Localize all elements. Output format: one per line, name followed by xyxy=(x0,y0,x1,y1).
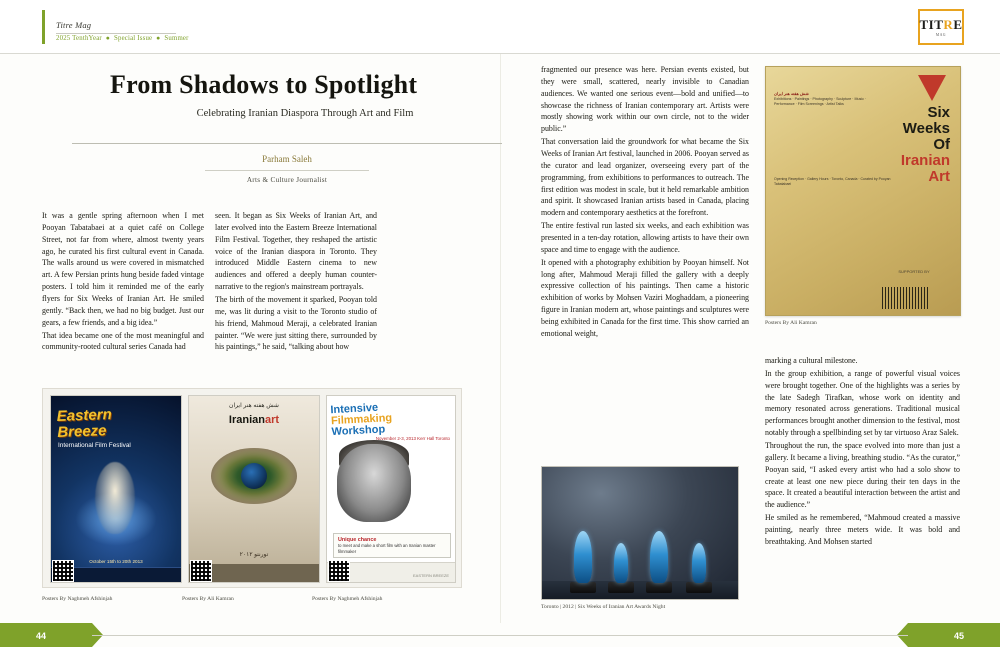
poster-filmmaking-workshop xyxy=(326,395,456,583)
body-column-3 xyxy=(541,64,749,341)
sw-line1: Six xyxy=(927,104,950,121)
paragraph: He smiled as he remembered, “Mahmoud created a massive painting, nearly three meters wide. It was bold and breathtaking. And Mohsen started xyxy=(765,513,960,546)
paragraph: Throughout the run, the space evolved into more than just a gallery. It became a living, breathing studio. “As the curator,” Pooyan said, “I asked every artist who had a solo show to create at least one new piece during their ten days in the space. It created a beautiful interaction between the artist and the audience.” xyxy=(765,441,960,510)
issue-year: 2025 TenthYear xyxy=(56,35,102,42)
poster3-title-line1: Intensive xyxy=(330,401,379,417)
poster-gallery xyxy=(42,388,462,588)
poster3-title xyxy=(330,399,454,439)
six-weeks-poster-title xyxy=(901,105,950,184)
poster-caption-2: Posters By Ali Kamran xyxy=(182,596,234,602)
issue-line xyxy=(56,35,189,42)
paragraph: fragmented our presence was here. Persian events existed, but they were small, scattered, nearly invisible to Canadian audiences. We wanted one serious event—bold and unified—to showcase the richness of Iranian contemporary art. Artists were mostly showing work within our own circle, not to the wider public.” xyxy=(541,65,749,134)
paragraph: seen. It began as Six Weeks of Iranian Art, and later evolved into the Eastern Breeze International Film Festival. Together, they reshaped the artistic voice of the Iranian diaspora in Toronto. They introduced Middle Eastern cinema to new audiences and offered a deeply human counter-narrative to the region's mainstream portrayals. xyxy=(215,211,377,292)
poster2-title-left: Iranian xyxy=(228,414,265,426)
paragraph: That conversation laid the groundwork for what became the Six Weeks of Iranian Art festival, launched in 2006. Pooyan served as the curator and lead organizer, overseeing every part of the programming, from exhibitions to performances to outreach. The first edition was modest in scale, but it held remarkable ambition and spirit. It showcased Iranian artists based in Canada, placing modern and contemporary aesthetics at the forefront. xyxy=(541,137,749,218)
poster2-farsi-header: شش هفته هنر ایران xyxy=(229,403,279,409)
six-weeks-of-iranian-art-poster xyxy=(765,66,961,316)
trophy-base xyxy=(570,582,596,593)
poster-flag-shape xyxy=(918,75,946,101)
poster1-title-line2: Breeze xyxy=(56,421,107,441)
paragraph: The entire festival run lasted six weeks, and each exhibition was presented in a ten-day rotation, allowing artists to have their own space and time to engage with the audience. xyxy=(541,221,749,254)
paragraph: It was a gentle spring afternoon when I met Pooyan Tabatabaei at a quiet café on College Street, not far from where, almost twenty years ago, he curated his first cultural event in Canada. The walls around us were covered in mismatched art. A few Persian prints hung beside faded vintage posters. I told him it reminded me of the early flyers for Six Weeks of Iranian Art. He smiled gently. “Back then, we had no big budget. Just our gears, a few friends, and a big idea.” xyxy=(42,211,204,327)
byline-rule-secondary xyxy=(205,170,369,171)
six-weeks-poster-details: Opening Reception · Gallery Hours · Toronto, Canada · Curated by Pooyan Tabatabaei xyxy=(774,177,891,186)
paragraph: The birth of the movement it sparked, Pooyan told me, was lit during a visit to the Toronto studio of his friend, Mahmoud Meraji, a celebrated Iranian painter. “We were just sitting there, surrounded by his paintings,” he said, “talking about how xyxy=(215,295,377,352)
poster3-callout xyxy=(333,533,451,558)
body-column-4 xyxy=(765,355,960,549)
qr-code-icon-3[interactable] xyxy=(328,560,350,582)
sw-left-body: Exhibitions · Paintings · Photography · Sculpture · Music · Performance · Film Screenings · Artist Talks xyxy=(774,96,867,106)
magazine-logo xyxy=(918,9,964,45)
page-footer xyxy=(0,623,1000,647)
poster-caption-1: Posters By Naghmeh Afshinjah xyxy=(42,596,113,602)
page-number-left: 44 xyxy=(36,631,47,641)
page-number-right: 45 xyxy=(953,631,964,641)
qr-code-icon-2[interactable] xyxy=(190,560,212,582)
glass-trophy-4 xyxy=(692,543,706,583)
poster3-callout-body: to meet and make a short film with an Iranian master filmmaker xyxy=(338,543,436,554)
page-title: From Shadows to Spotlight xyxy=(110,70,418,99)
poster3-callout-title: Unique chance xyxy=(338,537,377,544)
trophy-base-4 xyxy=(686,582,712,593)
sw-line2: Weeks xyxy=(902,119,950,137)
poster1-title xyxy=(56,407,112,440)
body-column-1 xyxy=(42,210,204,354)
issue-season: Summer xyxy=(164,35,189,42)
poster-six-weeks-eye xyxy=(188,395,320,583)
poster1-date: October 15th to 20th 2013 xyxy=(89,559,143,564)
poster1-subtitle: International Film Festival xyxy=(58,442,131,449)
paragraph: marking a cultural milestone. xyxy=(765,356,858,365)
poster-caption-3: Posters By Naghmeh Afshinjah xyxy=(312,596,383,602)
footer-rule xyxy=(92,635,908,636)
masthead-accent-rule xyxy=(42,10,45,44)
page-subtitle: Celebrating Iranian Diaspora Through Art and Film xyxy=(196,108,414,119)
paragraph: That idea became one of the most meaningful and community-rooted cultural series Canada had xyxy=(42,330,204,352)
byline xyxy=(72,138,502,164)
poster2-eye-image xyxy=(211,448,297,504)
qr-code-icon[interactable] xyxy=(52,560,74,582)
poster2-title xyxy=(189,414,319,426)
awards-night-photo xyxy=(541,466,739,600)
issue-special: Special Issue xyxy=(113,35,153,42)
logo-subtext: MAG xyxy=(935,32,947,37)
bullet-icon-2: ● xyxy=(154,35,163,42)
poster3-date: November 2-3, 2013 Kerr Hall Toronto xyxy=(375,436,450,441)
sw-line4: Iranian xyxy=(900,151,950,169)
magazine-title: Titre Mag xyxy=(56,20,92,30)
masthead xyxy=(0,0,1000,54)
six-weeks-poster-left-column xyxy=(774,91,870,106)
byline-author: Parham Saleh xyxy=(248,154,326,164)
poster1-hand-image xyxy=(95,462,135,534)
barcode-icon xyxy=(882,287,928,309)
photo-caption: Toronto | 2012 | Six Weeks of Iranian Art Awards Night xyxy=(541,604,666,610)
six-weeks-poster-sponsors: SUPPORTED BY xyxy=(898,268,930,274)
glass-trophy xyxy=(574,531,592,583)
sw-line5: Art xyxy=(928,167,950,185)
paragraph: In the group exhibition, a range of powerful visual voices were brought together. One of the highlights was a series by the late Sadegh Tirafkan, whose work on identity and memory resonated across generations. Traditional musical performances brought another dimension to the festival, most notably through a spellbinding set by tar virtuoso Araz Salek. xyxy=(765,368,960,438)
poster-caption-4: Posters By Ali Kamran xyxy=(765,320,817,326)
poster2-title-right: art xyxy=(265,414,280,426)
sw-line3: Of xyxy=(933,135,950,153)
poster-eastern-breeze xyxy=(50,395,182,583)
byline-role: Arts & Culture Journalist xyxy=(246,176,328,184)
trophy-base-3 xyxy=(646,582,672,593)
poster3-portrait-image xyxy=(337,444,411,522)
poster3-title-line3: Workshop xyxy=(331,423,386,439)
poster3-title-line2: Filmmaking xyxy=(330,412,393,428)
paragraph: It opened with a photography exhibition by Pooyan himself. Not long after, Mahmoud Meraji filled the gallery with a deeply expressive collection of his paintings. Then came a historic exhibition of works by Mohsen Vaziri Moghaddam, a pioneering figure in Iranian modern art, whose paintings and sculptures were being exhibited in Canada for the first time. This show carried an emotional weight, xyxy=(541,257,749,338)
bullet-icon: ● xyxy=(103,35,112,42)
glass-trophy-2 xyxy=(614,543,628,583)
trophy-base-2 xyxy=(608,582,634,593)
glass-trophy-3 xyxy=(650,531,668,583)
poster1-title-line1: Eastern xyxy=(56,406,113,425)
masthead-divider xyxy=(56,33,176,34)
poster3-logo: EASTERN BREEZE xyxy=(412,573,449,578)
sw-left-heading: شش هفته هنر ایران xyxy=(774,91,809,96)
poster2-pupil xyxy=(241,463,267,489)
logo-wordmark: TITRE xyxy=(919,16,963,32)
poster2-footer-text: تورنتو ۲۰۱۲ xyxy=(239,552,269,558)
body-column-2 xyxy=(215,210,377,354)
